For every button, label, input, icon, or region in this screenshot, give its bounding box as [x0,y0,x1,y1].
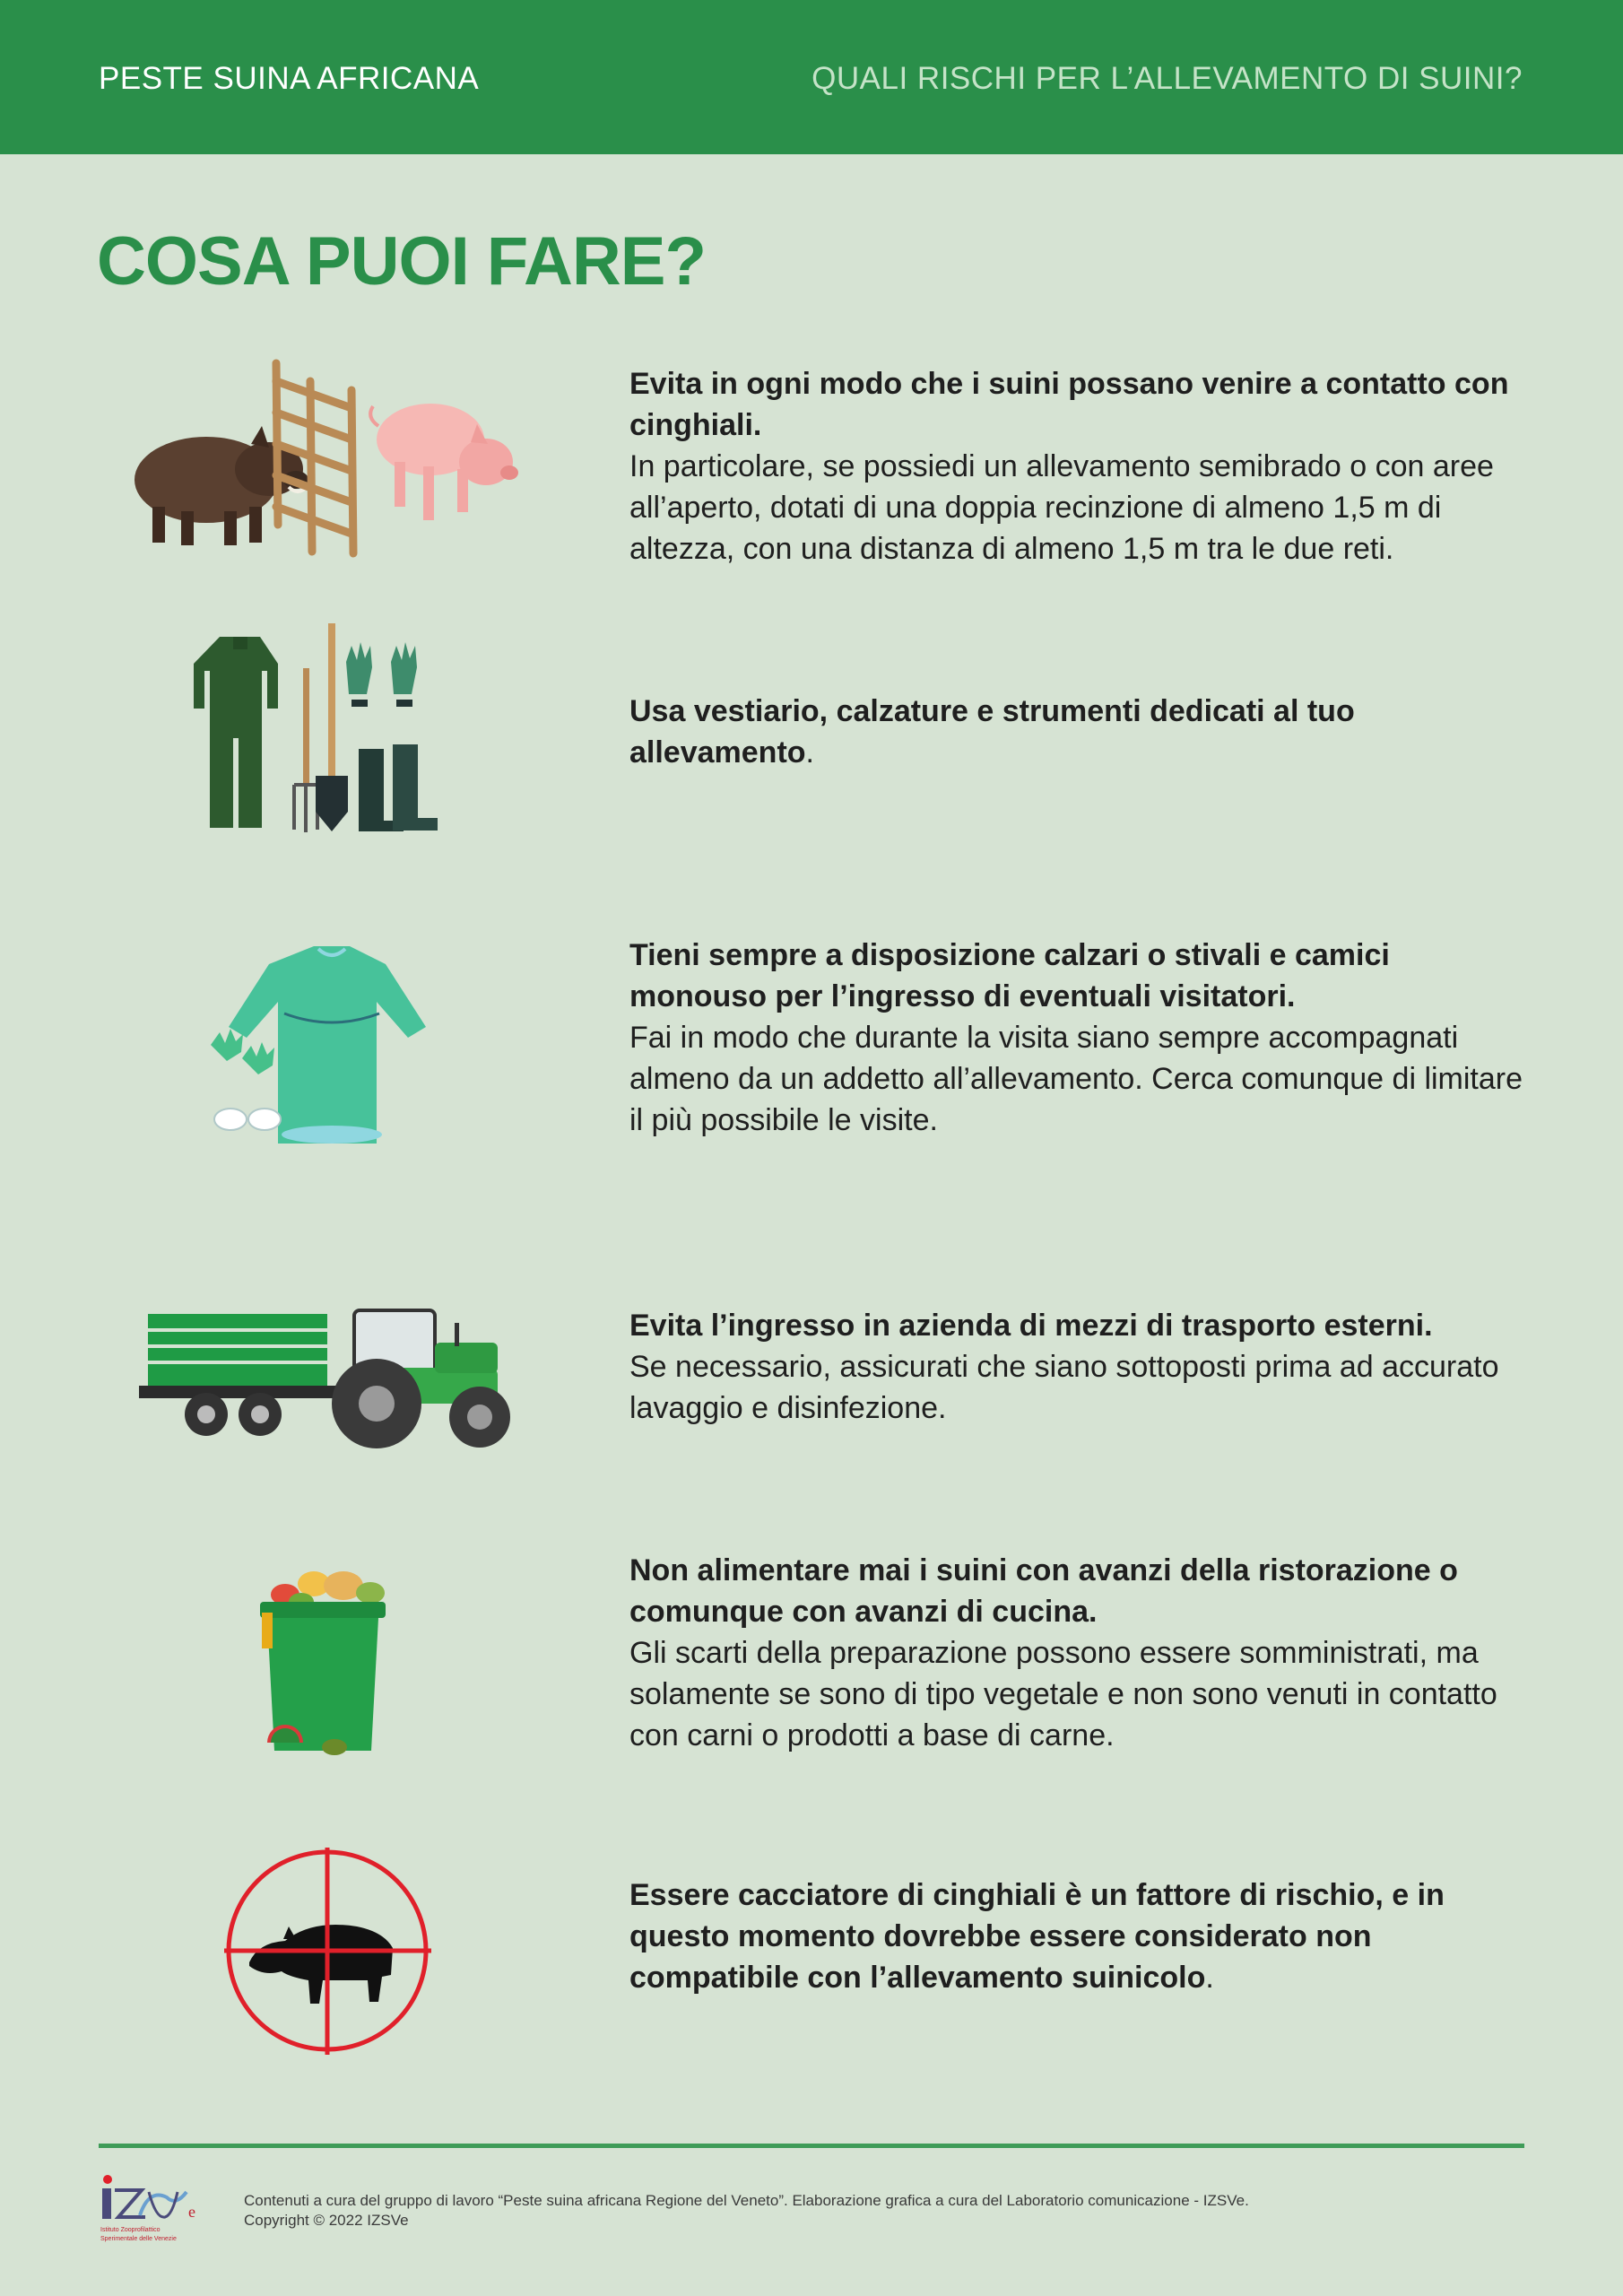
header-left-title: PESTE SUINA AFRICANA [99,61,480,96]
page-title: COSA PUOI FARE? [97,223,706,300]
header-bar [0,0,1623,154]
advice-lead-2: Usa vestiario, calzature e strumenti dedicati al tuo allevamento [629,694,1355,770]
boar-crosshair-icon [222,1846,433,2057]
footer-credits-block [244,2191,1517,2231]
logo-e-text: e [188,2203,195,2221]
advice-body-5: Gli scarti della preparazione possono essere somministrati, ma solamente se sono di tipo vegetale e non sono venuti in contatto con carni o prodotti a base di carne. [629,1636,1497,1752]
izsve-logo [99,2174,206,2246]
advice-lead-5: Non alimentare mai i suini con avanzi della ristorazione o comunque con avanzi di cucina. [629,1553,1458,1629]
food-waste-bin-icon [258,1559,402,1761]
work-clothes-tools-icon [179,619,466,843]
disposable-gown-icon [202,942,435,1144]
advice-body-3: Fai in modo che durante la visita siano sempre accompagnati almeno da un addetto all’allevamento. Cerca comunque di limitare il più possibile le visite. [629,1021,1523,1137]
advice-text-3 [629,935,1526,1141]
advice-text-6 [629,1874,1526,1998]
advice-lead-4: Evita l’ingresso in azienda di mezzi di trasporto esterni. [629,1309,1433,1343]
header-right-title: QUALI RISCHI PER L’ALLEVAMENTO DI SUINI? [812,61,1523,96]
advice-text-2 [629,691,1526,773]
advice-body-4: Se necessario, assicurati che siano sottoposti prima ad accurato lavaggio e disinfezione. [629,1350,1499,1425]
advice-text-4 [629,1305,1526,1429]
advice-lead-3: Tieni sempre a disposizione calzari o stivali e camici monouso per l’ingresso di eventuali visitatori. [629,938,1390,1013]
footer-copyright: Copyright © 2022 IZSVe [244,2212,409,2229]
advice-tail-6: . [1205,1961,1214,1995]
logo-subtext-2: Sperimentale delle Venezie [100,2236,177,2242]
tractor-trailer-icon [139,1305,516,1457]
logo-subtext-1: Istituto Zooprofilattico [100,2227,161,2233]
advice-body-1: In particolare, se possiedi un allevamento semibrado o con aree all’aperto, dotati di una doppia recinzione di almeno 1,5 m di altezza, con una distanza di almeno 1,5 m tra le due reti. [629,449,1494,566]
advice-lead-1: Evita in ogni modo che i suini possano venire a contatto con cinghiali. [629,367,1509,442]
advice-tail-2: . [805,735,814,770]
footer-credits: Contenuti a cura del gruppo di lavoro “Peste suina africana Regione del Veneto”. Elaborazione grafica a cura del Laboratorio comunicazione - IZSVe. [244,2192,1249,2209]
advice-lead-6: Essere cacciatore di cinghiali è un fattore di rischio, e in questo momento dovrebbe essere considerato non compatibile con l’allevamento suinicolo [629,1878,1445,1995]
footer-divider [99,2144,1524,2148]
boar-pig-fence-icon [117,354,538,561]
advice-text-5 [629,1550,1526,1756]
advice-text-1 [629,363,1526,570]
